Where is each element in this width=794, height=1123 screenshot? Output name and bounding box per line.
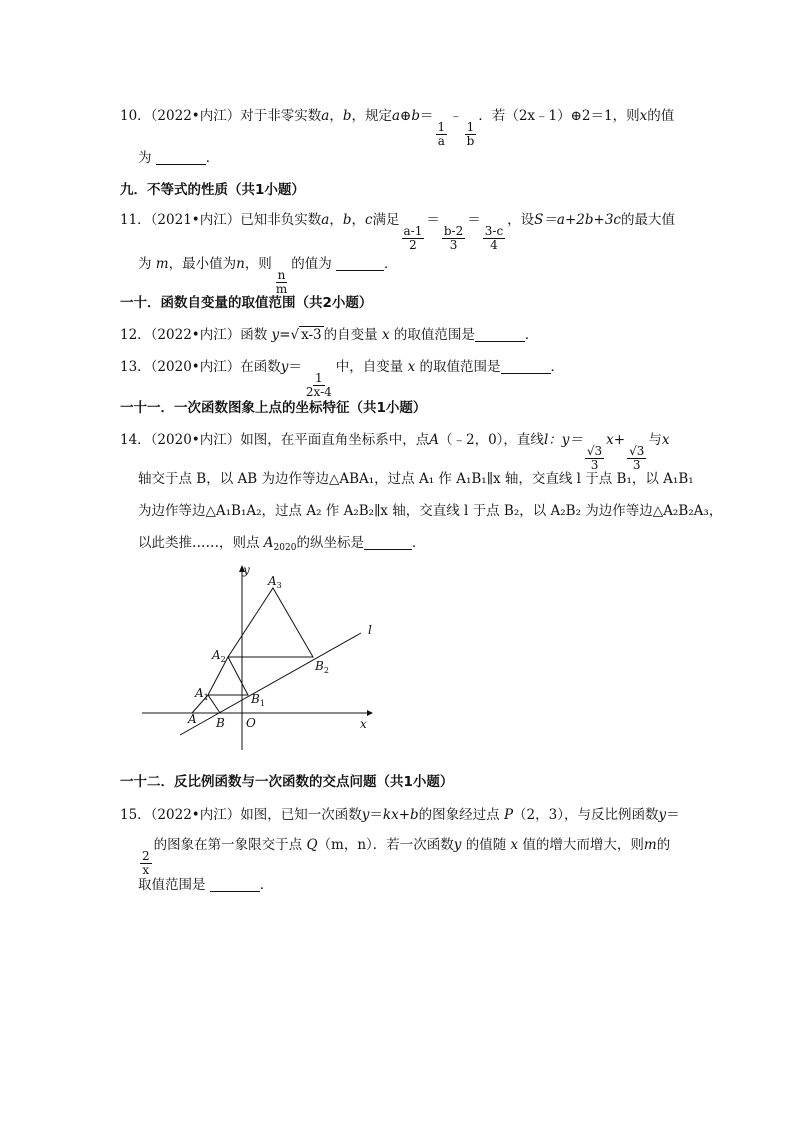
question-11-line1: 11．（2021•内江）已知非负实数a，b，c满足 $\frac{a-1}{2}$ ＝ $\frac{b-2}{3}$ ＝ $\frac{3-c}{4}$ ，设S＝a+2b+3c的最大值 (120, 212, 675, 252)
question-12: 12．（2022•内江）函数 y=√ x-3 的自变量 x 的取值范围是 ． (120, 327, 539, 343)
answer-blank[interactable] (364, 535, 412, 550)
section-heading-9: 九．不等式的性质（共1小题） (120, 182, 305, 198)
label-A1: $A_1$ (195, 686, 209, 702)
question-10-line2: 为 ． (138, 150, 220, 166)
label-y: y (243, 563, 250, 577)
fraction: $\frac{3-c}{4}$ (484, 224, 504, 252)
question-15-line2: $\frac{2}{x}$ 的图象在第一象限交于点 Q（m，n）．若一次函数y 的值随 x 值的增大而增大，则m的 (142, 837, 671, 877)
question-14-line1: 14．（2020•内江）如图，在平面直角坐标系中，点A（﹣2，0），直线l：y＝ $\frac{√3}{3}$ x+ $\frac{√3}{3}$ 与x (120, 432, 670, 472)
question-15-line1: 15．（2022•内江）如图，已知一次函数y＝kx+b的图象经过点 P（2，3），与反比例函数y＝ (120, 807, 680, 823)
triangle-A2B2A3 (228, 588, 313, 657)
fraction: $\frac{√3}{3}$ (629, 444, 645, 472)
x-axis-arrow (367, 710, 373, 716)
question-11-line2: 为 m，最小值为n，则 $\frac{n}{m}$ 的值为 ． (138, 256, 398, 296)
fraction: $\frac{1}{2x-4}$ (305, 371, 332, 399)
question-14-line3: 为边作等边△A₁B₁A₂，过点 A₂ 作 A₂B₂∥x 轴，交直线 l 于点 B₂，以 A₂B₂ 为边作等边△A₂B₂A₃， (138, 503, 723, 519)
section-heading-12: 一十二．反比例函数与一次函数的交点问题（共1小题） (120, 774, 454, 790)
label-l: l (368, 623, 372, 637)
fraction: $\frac{1}{a}$ (437, 120, 446, 148)
label-B2: $B_2$ (315, 659, 329, 675)
label-O: O (246, 716, 256, 730)
square-root: √ x-3 (290, 327, 322, 343)
label-x: x (360, 717, 367, 731)
question-15-line3: 取值范围是 ． (138, 877, 274, 893)
answer-blank[interactable] (501, 359, 551, 374)
label-A3: $A_3$ (268, 574, 282, 590)
label-A2: $A_2$ (212, 648, 226, 664)
answer-blank[interactable] (336, 256, 384, 271)
label-B: B (216, 716, 225, 730)
geometry-figure (135, 560, 385, 755)
answer-blank[interactable] (210, 877, 260, 892)
answer-blank[interactable] (475, 327, 525, 342)
fraction: $\frac{√3}{3}$ (586, 444, 603, 472)
question-13: 13．（2020•内江）在函数y＝ $\frac{1}{2x-4}$ 中，自变量 x 的取值范围是 ． (120, 359, 564, 399)
fraction: $\frac{2}{x}$ (142, 849, 150, 877)
section-heading-10: 一十．函数自变量的取值范围（共2小题） (120, 295, 373, 311)
label-B1: $B_1$ (251, 692, 265, 708)
line-l (180, 633, 361, 735)
fraction: $\frac{n}{m}$ (275, 268, 288, 296)
question-10-line1: 10．（2022•内江）对于非零实数a，b，规定a⊕b＝ $\frac{1}{a}$ ﹣ $\frac{1}{b}$ ．若（2x﹣1）⊕2＝1，则x的值 (120, 108, 675, 148)
section-heading-11: 一十一．一次函数图象上点的坐标特征（共1小题） (120, 400, 427, 416)
question-14-line4: 以此类推……，则点 $A_{2020}$的纵坐标是 ． (138, 535, 426, 553)
fraction: $\frac{1}{b}$ (466, 120, 475, 148)
answer-blank[interactable] (156, 150, 206, 165)
fraction: $\frac{a-1}{2}$ (403, 224, 423, 252)
label-A: A (188, 712, 197, 726)
question-14-line2: 轴交于点 B，以 AB 为边作等边△ABA₁，过点 A₁ 作 A₁B₁∥x 轴，交直线 l 于点 B₁，以 A₁B₁ (138, 471, 694, 487)
fraction: $\frac{b-2}{3}$ (443, 224, 464, 252)
